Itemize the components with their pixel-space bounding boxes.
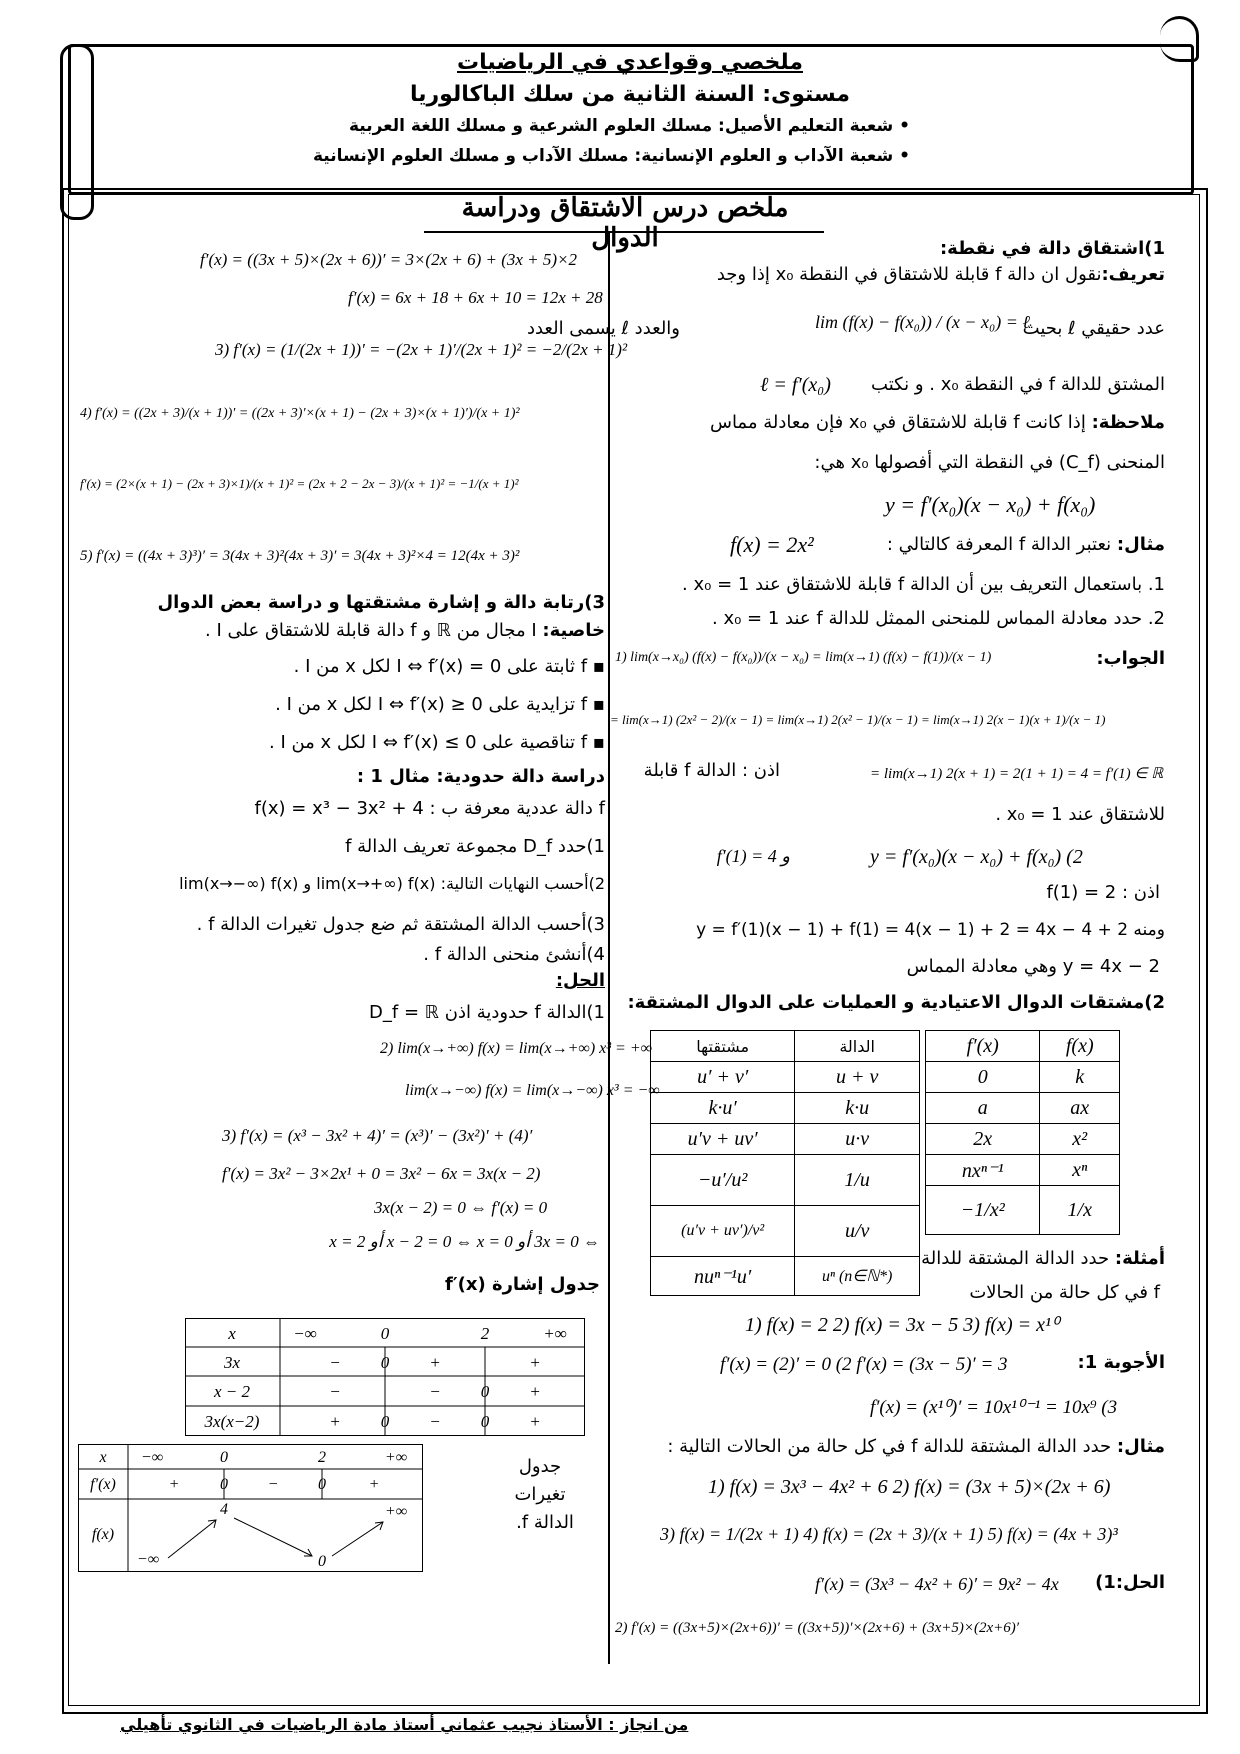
table-row: k·u′ k·u (651, 1093, 920, 1124)
answer-1-line-b: = lim(x→1) (2x² − 2)/(x − 1) = lim(x→1) 2(x² − 1)/(x − 1) = lim(x→1) 2(x − 1)(x + 1)/(x − 1) (610, 712, 1106, 727)
var-f-min: 0 (318, 1553, 326, 1570)
property-line: خاصية: I مجال من ℝ و f دالة قابلة للاشتقاق على I . (205, 620, 605, 641)
left-line-5: f′(x) = (2×(x + 1) − (2x + 3)×1)/(x + 1)² = (2x + 2 − 2x − 3)/(x + 1)² = −1/(x + 1)² (80, 476, 519, 491)
sign-cell: + (429, 1353, 441, 1372)
question-2: 2)أحسب النهايات التالية: lim(x→+∞) f(x) و lim(x→−∞) f(x) (179, 874, 605, 893)
sign-cell: − (429, 1412, 441, 1431)
table-row: nuⁿ⁻¹u′ uⁿ (n∈ℕ*) (651, 1257, 920, 1296)
decreasing-arrow (234, 1518, 312, 1556)
example2-cases-2: 3) f(x) = 1/(2x + 1) 4) f(x) = (2x + 3)/(x + 1) 5) f(x) = (4x + 3)³ (660, 1524, 1118, 1544)
sign-table (185, 1318, 585, 1436)
sign-cell: + (529, 1353, 541, 1372)
note-line-1: ملاحظة: إذا كانت f قابلة للاشتقاق في x₀ فإن معادلة مماس (709, 412, 1165, 433)
var-fprime-zero: 0 (220, 1476, 228, 1493)
sign-cell: + (529, 1412, 541, 1431)
answer-2-derivative: و f′(1) = 4 (716, 846, 790, 866)
left-line-6: 5) f′(x) = ((4x + 3)³)′ = 3(4x + 3)²(4x + 3)′ = 3(4x + 3)²×4 = 12(4x + 3)² (80, 548, 520, 564)
sign-cell: − (329, 1382, 341, 1401)
sign-row-label-product: 3x(x−2) (204, 1412, 260, 1431)
sign-header-0: 0 (380, 1324, 390, 1343)
note-line-2: المنحنى (C_f) في النقطة التي أفصولها x₀ هي: (814, 452, 1165, 473)
increasing-arrow (332, 1522, 383, 1556)
polynomial-title: دراسة دالة حدودية: مثال 1 : (356, 766, 605, 787)
scroll-curl-right (1160, 16, 1199, 62)
var-fprime-sign: + (168, 1476, 180, 1493)
solution-line-1: f′(x) = (3x³ − 4x² + 6)′ = 9x² − 4x (815, 1574, 1059, 1594)
document-level: مستوى: السنة الثانية من سلك الباكالوريا (409, 82, 851, 107)
answer-2-tangent: y = 4x − 2 وهي معادلة المماس (906, 956, 1160, 977)
sign-zero: 0 (480, 1382, 490, 1401)
variation-table (78, 1444, 423, 1572)
left-line-4: 4) f′(x) = ((2x + 3)/(x + 1))′ = ((2x + 3)′×(x + 1) − (2x + 3)×(x + 1)′)/(x + 1)² (80, 406, 520, 421)
column-divider (608, 232, 610, 1664)
definition-limit: lim (f(x) − f(x₀)) / (x − x₀) = ℓ (815, 312, 1030, 332)
sign-zero: 0 (380, 1353, 390, 1372)
definition-line-2b: والعدد ℓ يسمى العدد (526, 318, 680, 339)
question-1: 1)حدد D_f مجموعة تعريف الدالة f (345, 836, 605, 857)
footer-author: من انجاز : الأستاذ نجيب عثماني أستاذ مادة الرياضيات في الثانوي تأهيلي (120, 1715, 689, 1734)
left-line-2: f′(x) = 6x + 18 + 6x + 10 = 12x + 28 (348, 288, 603, 307)
sign-zero: 0 (480, 1412, 490, 1431)
solution-label: الحل:1) (1095, 1572, 1165, 1593)
var-label-x: x (99, 1449, 107, 1466)
table-row: (u′v + uv′)/v² u/v (651, 1206, 920, 1257)
document-title: ملخصي وقواعدي في الرياضيات (457, 50, 803, 75)
s3-title: 3)رتابة دالة و إشارة مشتقتها و دراسة بعض الدوال (157, 592, 605, 613)
definition-line-2: عدد حقيقي ℓ بحيث (1022, 318, 1165, 339)
sign-row-label-x-minus-2: x − 2 (213, 1382, 251, 1401)
answer-a3-line-2: f′(x) = 3x² − 3×2x¹ + 0 = 3x² − 6x = 3x(x − 2) (222, 1164, 541, 1183)
sign-cell: − (329, 1353, 341, 1372)
definition-line-1: تعريف:نقول ان دالة f قابلة للاشتقاق في النقطة x₀ إذا وجد (716, 264, 1165, 285)
sign-cell: − (429, 1382, 441, 1401)
s1-title: 1)اشتقاق دالة في نقطة: (939, 238, 1165, 259)
table-row: 2x x² (926, 1124, 1120, 1155)
answer-a3-line-4: ⇔ 3x = 0 أو x − 2 = 0 ⇔ x = 0 أو x = 2 (329, 1232, 600, 1251)
left-line-3: 3) f′(x) = (1/(2x + 1))′ = −(2x + 1)′/(2x + 1)² = −2/(2x + 1)² (215, 340, 628, 359)
var-x-minus-inf: −∞ (140, 1449, 164, 1466)
var-f-plus-inf: +∞ (384, 1503, 408, 1520)
answer-1-conclusion: للاشتقاق عند x₀ = 1 . (995, 804, 1165, 825)
answer-1-text: اذن : الدالة f قابلة (643, 760, 780, 781)
table-row: nxⁿ⁻¹ xⁿ (926, 1155, 1120, 1186)
section-banner: ملخص درس الاشتقاق ودراسة الدوال (461, 193, 789, 253)
table-row: f′(x) f(x) (926, 1031, 1120, 1062)
answer-label: الجواب: (1096, 648, 1165, 669)
header-bullet-1: • شعبة التعليم الأصيل: مسلك العلوم الشرعية و مسلك اللغة العربية (348, 116, 910, 136)
sign-header-x: x (228, 1324, 236, 1343)
variation-title-1: جدول (518, 1456, 562, 1477)
var-x-plus-inf: +∞ (384, 1449, 408, 1466)
property-item-3: ▪ f تناقصية على I ⇔ f′(x) ≤ 0 لكل x من I . (268, 732, 605, 753)
property-item-2: ▪ f تزايدية على I ⇔ f′(x) ≥ 0 لكل x من I . (275, 694, 605, 715)
var-fprime-sign: − (267, 1476, 279, 1493)
table-row: u′ + v′ u + v (651, 1062, 920, 1093)
var-x-0: 0 (220, 1449, 228, 1466)
solution-heading: الحل: (555, 970, 605, 991)
answers-line-2: f′(x) = (x¹⁰)′ = 10x¹⁰⁻¹ = 10x⁹ (3 (870, 1397, 1118, 1418)
examples-cases: 1) f(x) = 2 2) f(x) = 3x − 5 3) f(x) = x¹⁰ (745, 1314, 1059, 1336)
table-row: 0 k (926, 1062, 1120, 1093)
answer-1-line-c: = lim(x→1) 2(x + 1) = 2(1 + 1) = 4 = f′(1) ∈ ℝ (870, 766, 1164, 782)
var-x-2: 2 (318, 1449, 326, 1466)
answer-a1: 1)الدالة f حدودية اذن D_f = ℝ (369, 1002, 605, 1023)
solution-line-2: 2) f′(x) = ((3x+5)×(2x+6))′ = ((3x+5))′×(2x+6) + (3x+5)×(2x+6)′ (615, 1620, 1020, 1636)
sign-header-minus-inf: −∞ (293, 1324, 317, 1343)
answer-2-value: اذن : f(1) = 2 (1046, 882, 1160, 903)
variation-title-2: تغيرات (514, 1484, 566, 1505)
examples-line-1: أمثلة: حدد الدالة المشتقة للدالة (921, 1248, 1165, 1269)
table-row: −u′/u² 1/u (651, 1155, 920, 1206)
sign-cell: + (529, 1382, 541, 1401)
answer-a3-line-1: 3) f′(x) = (x³ − 3x² + 4)′ = (x³)′ − (3x²)′ + (4)′ (222, 1126, 533, 1145)
s2-title: 2)مشتقات الدوال الاعتيادية و العمليات على الدوال المشتقة: (627, 992, 1165, 1013)
table-row: −1/x² 1/x (926, 1186, 1120, 1235)
definition-notation: ℓ = f′(x₀) (760, 374, 831, 396)
sign-header-2: 2 (480, 1324, 490, 1343)
answer-1-line-a: 1) lim(x→x₀) (f(x) − f(x₀))/(x − x₀) = lim(x→1) (f(x) − f(1))/(x − 1) (615, 650, 992, 665)
property-item-1: ▪ f ثابتة على I ⇔ f′(x) = 0 لكل x من I . (293, 656, 605, 677)
left-line-1: f′(x) = ((3x + 5)×(2x + 6))′ = 3×(2x + 6) + (3x + 5)×2 (200, 250, 578, 269)
example-question-2: 2. حدد معادلة المماس للمنحنى الممثل للدالة f عند x₀ = 1 . (712, 608, 1165, 629)
var-label-fprime: f′(x) (90, 1476, 116, 1493)
question-3: 3)أحسب الدالة المشتقة ثم ضع جدول تغيرات الدالة f . (196, 914, 605, 935)
answers-line-1: f′(x) = (2)′ = 0 (2 f′(x) = (3x − 5)′ = 3 (720, 1354, 1008, 1375)
answers-label: الأجوبة 1: (1077, 1352, 1165, 1373)
basic-derivatives-table (925, 1030, 1120, 1235)
header-bullet-2: • شعبة الآداب و العلوم الإنسانية: مسلك الآداب و مسلك العلوم الإنسانية (313, 146, 910, 166)
answer-2-substitution: ومنه y = f′(1)(x − 1) + f(1) = 4(x − 1) + 2 = 4x − 4 + 2 (696, 920, 1165, 940)
operations-derivatives-table (650, 1030, 920, 1296)
definition-line-3: المشتق للدالة f في النقطة x₀ . و نكتب (871, 374, 1165, 395)
examples-line-2: f في كل حالة من الحالات (969, 1282, 1160, 1303)
tangent-equation: y = f′(x₀)(x − x₀) + f(x₀) (885, 492, 1096, 517)
answer-2-formula: y = f′(x₀)(x − x₀) + f(x₀) (2 (870, 846, 1083, 868)
answer-a2-minus: lim(x→−∞) f(x) = lim(x→−∞) x³ = −∞ (405, 1082, 660, 1099)
example2-cases-1: 1) f(x) = 3x³ − 4x² + 6 2) f(x) = (3x + 5)×(2x + 6) (708, 1476, 1111, 1498)
table-header-derivative: مشتقتها (651, 1031, 795, 1062)
banner-underline (424, 231, 824, 233)
sign-table-title: جدول إشارة f′(x) (445, 1274, 600, 1295)
example-question-1: 1. باستعمال التعريف بين أن الدالة f قابلة للاشتقاق عند x₀ = 1 . (682, 574, 1165, 595)
sign-header-plus-inf: +∞ (543, 1324, 567, 1343)
increasing-arrow (168, 1520, 216, 1558)
variation-title-3: الدالة f. (516, 1512, 574, 1533)
var-label-f: f(x) (91, 1526, 115, 1543)
example-line: مثال: نعتبر الدالة f المعرفة كالتالي : (886, 534, 1165, 555)
var-fprime-sign: + (368, 1476, 380, 1493)
example2-line: مثال: حدد الدالة المشتقة للدالة f في كل حالة من الحالات التالية : (667, 1436, 1165, 1457)
sign-cell: + (329, 1412, 341, 1431)
table-row (651, 1031, 920, 1062)
var-f-minus-inf: −∞ (136, 1551, 160, 1568)
answer-a3-line-3: 3x(x − 2) = 0 ⇔ f′(x) = 0 (374, 1198, 548, 1217)
example-function: f(x) = 2x² (730, 532, 814, 557)
question-4: 4)أنشئ منحنى الدالة f . (423, 944, 605, 965)
answer-a2-plus: 2) lim(x→+∞) f(x) = lim(x→+∞) x³ = +∞ (380, 1040, 653, 1057)
polynomial-definition: f دالة عددية معرفة ب : f(x) = x³ − 3x² + 4 (254, 798, 605, 819)
table-row: a ax (926, 1093, 1120, 1124)
table-row: u′v + uv′ u·v (651, 1124, 920, 1155)
table-header-function: الدالة (795, 1031, 920, 1062)
sign-row-label-3x: 3x (223, 1353, 241, 1372)
var-fprime-zero: 0 (318, 1476, 326, 1493)
sign-zero: 0 (380, 1412, 390, 1431)
var-f-max: 4 (220, 1501, 228, 1518)
